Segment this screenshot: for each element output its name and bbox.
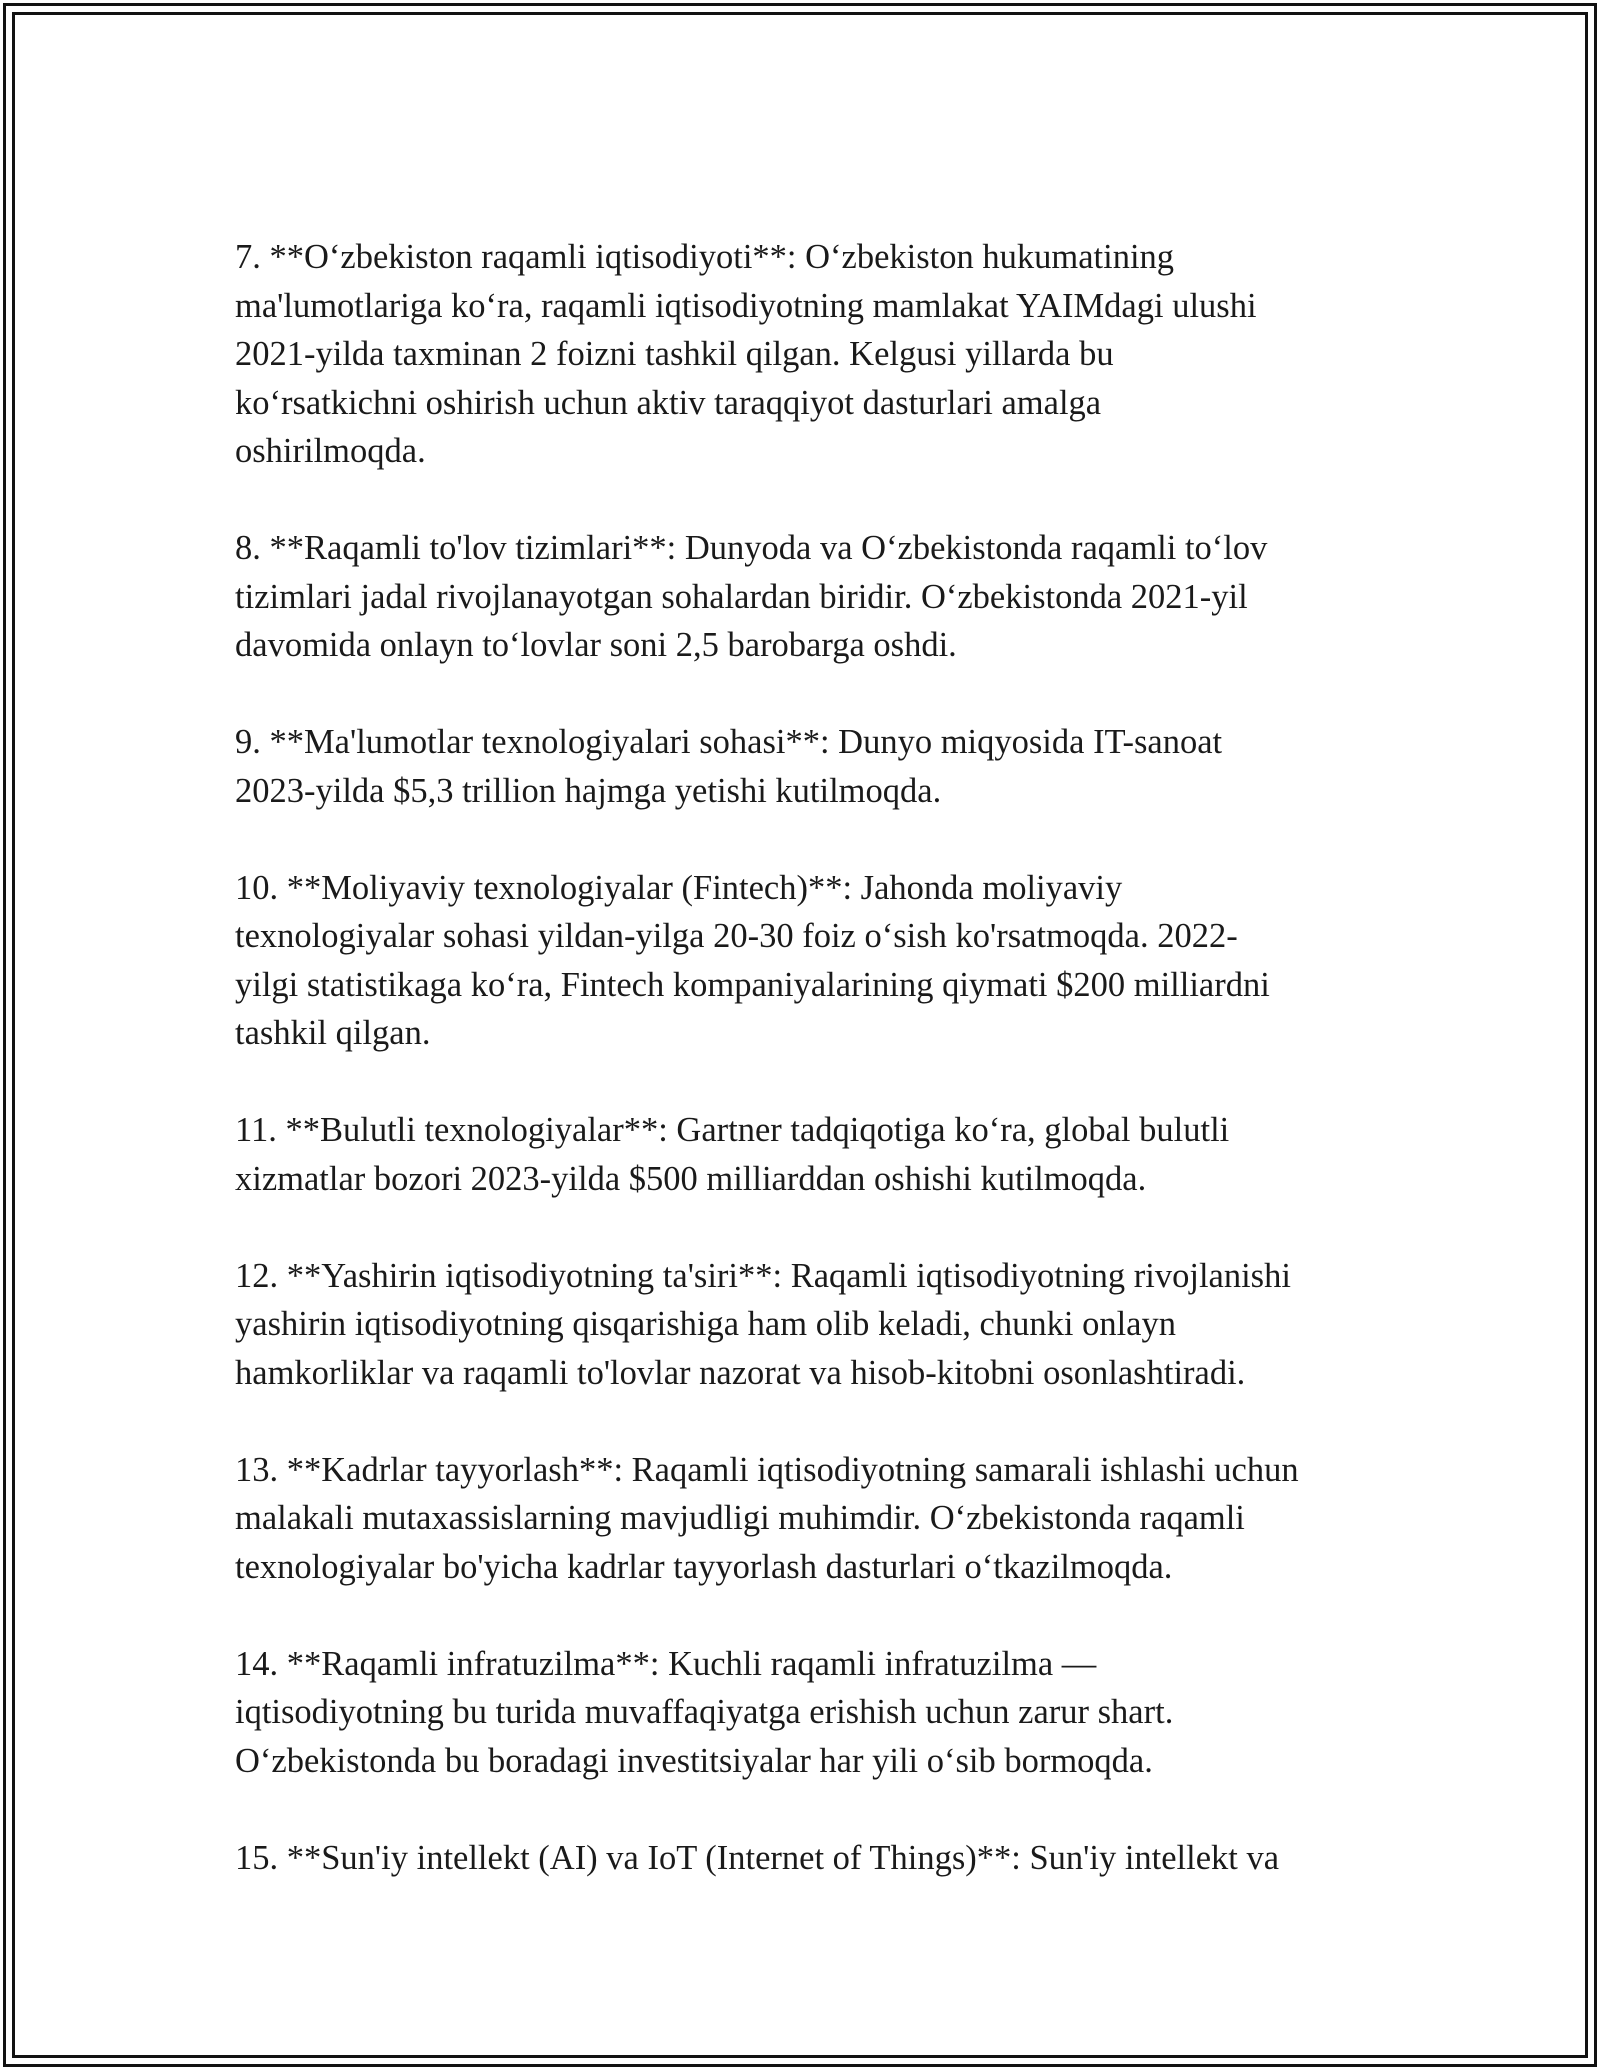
text-line: oshirilmoqda. — [235, 432, 426, 470]
text-line: 13. **Kadrlar tayyorlash**: Raqamli iqtisodiyotning samarali ishlashi uchun — [235, 1450, 1299, 1489]
text-line: 2021-yilda taxminan 2 foizni tashkil qilgan. Kelgusi yillarda bu — [235, 335, 1114, 373]
text-line: hamkorliklar va raqamli to'lovlar nazorat va hisob-kitobni osonlashtiradi. — [235, 1353, 1246, 1392]
text-line: davomida onlayn to‘lovlar soni 2,5 barobarga oshdi. — [235, 626, 957, 664]
text-line: 14. **Raqamli infratuzilma**: Kuchli raqamli infratuzilma — — [235, 1644, 1097, 1683]
paragraph-item-9 — [235, 718, 1375, 815]
text-line: iqtisodiyotning bu turida muvaffaqiyatga erishish uchun zarur shart. — [235, 1693, 1174, 1731]
text-line: 9. **Ma'lumotlar texnologiyalari sohasi**: Dunyo miqyosida IT-sanoat — [235, 723, 1223, 761]
text-line: 8. **Raqamli to'lov tizimlari**: Dunyoda va O‘zbekistonda raqamli to‘lov — [235, 529, 1268, 567]
text-line: texnologiyalar sohasi yildan-yilga 20-30 foiz o‘sish ko'rsatmoqda. 2022- — [235, 917, 1238, 955]
text-line: malakali mutaxassislarning mavjudligi muhimdir. O‘zbekistonda raqamli — [235, 1499, 1245, 1537]
paragraph-item-11 — [235, 1106, 1375, 1203]
paragraph-item-15 — [235, 1834, 1375, 1883]
text-line: 2023-yilda $5,3 trillion hajmga yetishi kutilmoqda. — [235, 771, 942, 810]
text-line: texnologiyalar bo'yicha kadrlar tayyorlash dasturlari o‘tkazilmoqda. — [235, 1547, 1173, 1586]
paragraph-item-8 — [235, 524, 1375, 670]
paragraph-item-10 — [235, 864, 1375, 1058]
text-line: ko‘rsatkichni oshirish uchun aktiv taraqqiyot dasturlari amalga — [235, 383, 1102, 422]
text-line: xizmatlar bozori 2023-yilda $500 milliarddan oshishi kutilmoqda. — [235, 1159, 1147, 1198]
text-line: yilgi statistikaga ko‘ra, Fintech kompaniyalarining qiymati $200 milliardni — [235, 965, 1270, 1004]
text-line: tashkil qilgan. — [235, 1014, 431, 1052]
paragraph-item-7 — [235, 233, 1375, 476]
text-line: 10. **Moliyaviy texnologiyalar (Fintech)**: Jahonda moliyaviy — [235, 868, 1123, 907]
text-line: tizimlari jadal rivojlanayotgan sohalardan biridir. O‘zbekistonda 2021-yil — [235, 577, 1248, 616]
text-line: 12. **Yashirin iqtisodiyotning ta'siri**: Raqamli iqtisodiyotning rivojlanishi — [235, 1256, 1291, 1295]
text-line: ma'lumotlariga ko‘ra, raqamli iqtisodiyotning mamlakat YAIMdagi ulushi — [235, 286, 1257, 325]
text-line: yashirin iqtisodiyotning qisqarishiga ham olib keladi, chunki onlayn — [235, 1305, 1176, 1343]
text-line: O‘zbekistonda bu boradagi investitsiyalar har yili o‘sib bormoqda. — [235, 1741, 1153, 1780]
paragraph-item-13 — [235, 1446, 1375, 1592]
text-line: 11. **Bulutli texnologiyalar**: Gartner tadqiqotiga ko‘ra, global bulutli — [235, 1111, 1230, 1149]
paragraph-item-14 — [235, 1640, 1375, 1786]
text-line: 7. **O‘zbekiston raqamli iqtisodiyoti**: O‘zbekiston hukumatining — [235, 238, 1175, 276]
paragraph-item-12 — [235, 1252, 1375, 1398]
text-line: 15. **Sun'iy intellekt (AI) va IoT (Internet of Things)**: Sun'iy intellekt va — [235, 1838, 1280, 1877]
document-body — [235, 233, 1375, 1931]
